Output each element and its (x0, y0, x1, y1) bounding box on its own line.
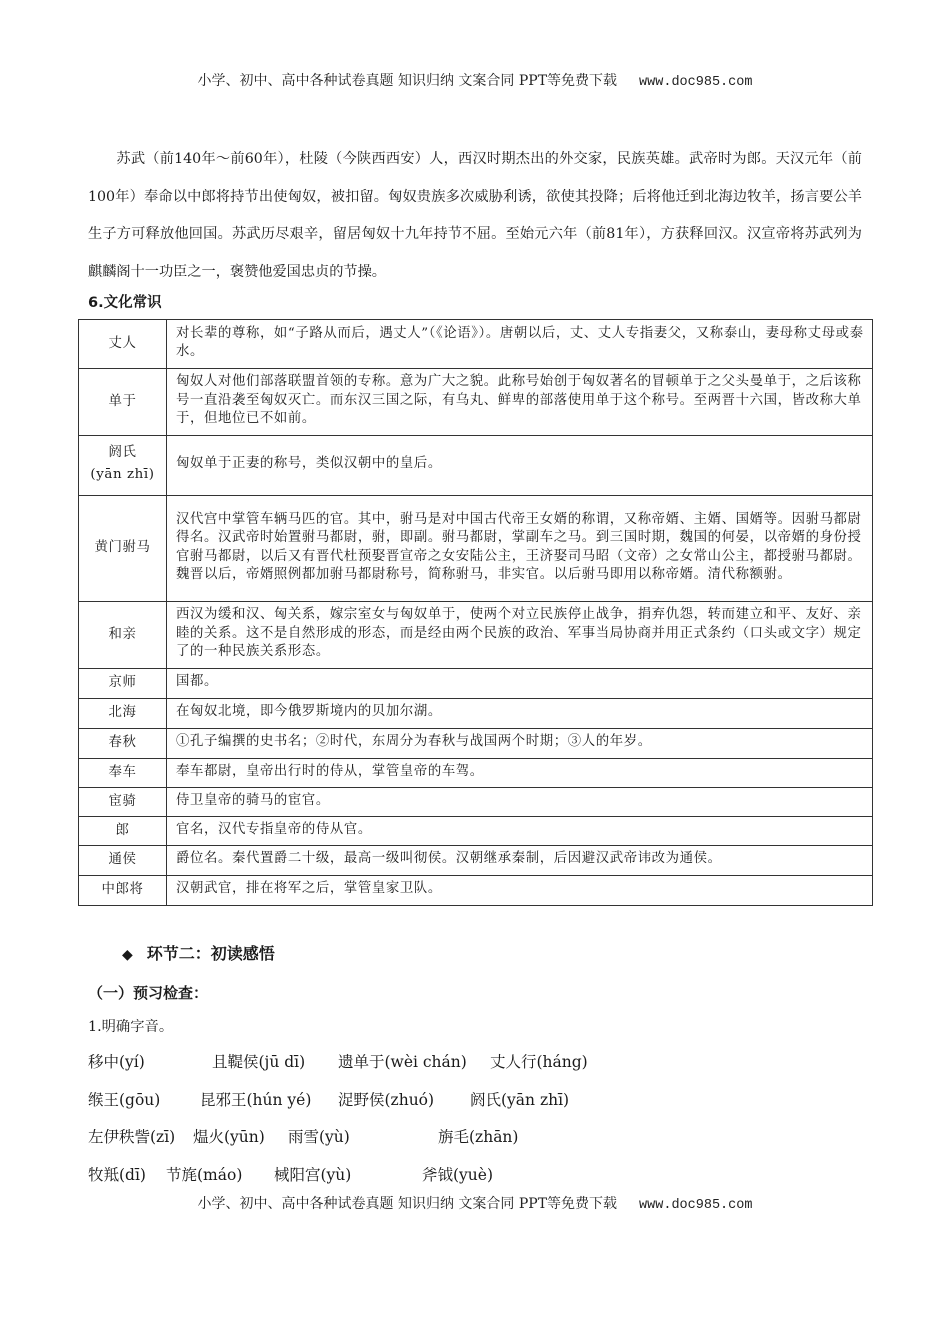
pronunciation-item: 斧钺(yuè) (422, 1166, 494, 1184)
definition-cell: 匈奴人对他们部落联盟首领的专称。意为广大之貌。此称号始创于匈奴著名的冒顿单于之父头曼单于，之后该称号一直沿袭至匈奴灭亡。而东汉三国之际，有乌丸、鲜卑的部落使用单于这个称号。至两晋十六国，皆改称大单于，但地位已不如前。 (167, 369, 873, 436)
pronunciation-item: 且鞮侯(jū dī) (212, 1053, 306, 1071)
definition-cell: 在匈奴北境，即今俄罗斯境内的贝加尔湖。 (167, 699, 873, 729)
term-cell: 春秋 (79, 729, 167, 759)
pronunciation-item: 丈人行(háng) (490, 1053, 588, 1071)
table-row (79, 788, 873, 817)
pronunciation-item: 遗单于(wèi chán) (338, 1053, 467, 1071)
pronunciation-row (0, 1163, 950, 1187)
definition-cell: 西汉为缓和汉、匈关系，嫁宗室女与匈奴单于，使两个对立民族停止战争，捐弃仇怨，转而建立和平、友好、亲睦的关系。这不是自然形成的形态，而是经由两个民族的政治、军事当局协商并用正式条约（口头或文字）规定了的一种民族关系形态。 (167, 602, 873, 669)
pronunciation-item: 缑王(gōu) (88, 1091, 161, 1109)
section-title-culture: 6.文化常识 (88, 295, 162, 311)
term-cell: 郎 (79, 817, 167, 846)
intro-paragraph (88, 141, 862, 291)
table-row (79, 699, 873, 729)
pronunciation-item: 浞野侯(zhuó) (338, 1091, 435, 1109)
header-url[interactable]: www.doc985.com (639, 75, 753, 90)
term-cell: 单于 (79, 369, 167, 436)
pronunciation-row (0, 1088, 950, 1112)
culture-table (78, 319, 873, 906)
term-cell: 北海 (79, 699, 167, 729)
definition-cell: ①孔子编撰的史书名；②时代，东周分为春秋与战国两个时期；③人的年岁。 (167, 729, 873, 759)
page-footer (0, 1193, 950, 1213)
table-row (79, 369, 873, 436)
term-cell: 宦骑 (79, 788, 167, 817)
page-header (0, 70, 950, 90)
definition-cell: 匈奴单于正妻的称号，类似汉朝中的皇后。 (167, 436, 873, 496)
definition-cell: 侍卫皇帝的骑马的宦官。 (167, 788, 873, 817)
term-cell: 中郎将 (79, 876, 167, 906)
term-cell: 和亲 (79, 602, 167, 669)
term-cell: 通侯 (79, 846, 167, 876)
pronunciation-item: 阏氏(yān zhī) (470, 1091, 570, 1109)
term-cell: 京师 (79, 669, 167, 699)
term-pinyin: (yān zhī) (90, 466, 155, 482)
term-text: 阏氏 (108, 445, 137, 461)
table-row (79, 320, 873, 369)
table-row (79, 817, 873, 846)
footer-url[interactable]: www.doc985.com (639, 1198, 753, 1213)
term-cell: 奉车 (79, 759, 167, 788)
definition-cell: 对长辈的尊称，如“子路从而后，遇丈人”（《论语》）。唐朝以后，丈、丈人专指妻父，又称泰山，妻母称丈母或泰水。 (167, 320, 873, 369)
definition-cell: 汉代宫中掌管车辆马匹的官。其中，驸马是对中国古代帝王女婿的称谓，又称帝婿、主婿、国婿等。因驸马都尉得名。汉武帝时始置驸马都尉，驸，即副。驸马都尉，掌副车之马。到三国时期，魏国的何晏，以帝婿的身份授官驸马都尉，以后又有晋代杜预娶晋宣帝之女安陆公主，王济娶司马昭（文帝）之女常山公主，都授驸马都尉。魏晋以后，帝婿照例都加驸马都尉称号，简称驸马，非实官。以后驸马即用以称帝婿。清代称额驸。 (167, 496, 873, 602)
pronunciation-item: 移中(yí) (88, 1053, 145, 1071)
definition-cell: 国都。 (167, 669, 873, 699)
table-row (79, 759, 873, 788)
table-row (79, 846, 873, 876)
term-cell (79, 436, 167, 496)
pronunciation-item: 旃毛(zhān) (438, 1128, 519, 1146)
pronunciation-item: 昆邪王(hún yé) (200, 1091, 312, 1109)
diamond-bullet-icon: ◆ (122, 947, 133, 963)
term-cell: 丈人 (79, 320, 167, 369)
pronunciation-item: 节旄(máo) (166, 1166, 243, 1184)
pronunciation-item: 煴火(yūn) (193, 1128, 265, 1146)
pronunciation-row (0, 1050, 950, 1074)
footer-text: 小学、初中、高中各种试卷真题 知识归纳 文案合同 PPT等免费下载 (197, 1196, 618, 1212)
pronunciation-item: 棫阳宫(yù) (274, 1166, 352, 1184)
term-cell: 黄门驸马 (79, 496, 167, 602)
table-row (79, 669, 873, 699)
definition-cell: 汉朝武官，排在将军之后，掌管皇家卫队。 (167, 876, 873, 906)
pronunciation-item: 牧羝(dī) (88, 1166, 146, 1184)
table-row (79, 876, 873, 906)
pronunciation-row (0, 1125, 950, 1149)
pronunciation-item: 左伊秩訾(zī) (88, 1128, 176, 1146)
section-title-reading (122, 941, 275, 964)
table-row (79, 729, 873, 759)
pronunciation-item: 雨雪(yù) (288, 1128, 350, 1146)
subsection-title: （一）预习检查： (88, 984, 209, 1002)
table-row (79, 602, 873, 669)
definition-cell: 官名，汉代专指皇帝的侍从官。 (167, 817, 873, 846)
definition-cell: 奉车都尉，皇帝出行时的侍从，掌管皇帝的车驾。 (167, 759, 873, 788)
header-text: 小学、初中、高中各种试卷真题 知识归纳 文案合同 PPT等免费下载 (197, 73, 618, 89)
table-row (79, 496, 873, 602)
definition-cell: 爵位名。秦代置爵二十级，最高一级叫彻侯。汉朝继承秦制，后因避汉武帝讳改为通侯。 (167, 846, 873, 876)
question-1: 1.明确字音。 (88, 1019, 174, 1035)
table-row (79, 436, 873, 496)
section-title-text: 环节二：初读感悟 (146, 944, 275, 963)
intro-text: 苏武（前140年～前60年），杜陵（今陕西西安）人，西汉时期杰出的外交家，民族英雄。武帝时为郎。天汉元年（前100年）奉命以中郎将持节出使匈奴，被扣留。匈奴贵族多次威胁利诱，欲使其投降；后将他迁到北海边牧羊，扬言要公羊生子方可释放他回国。苏武历尽艰辛，留居匈奴十九年持节不屈。至始元六年（前81年），方获释回汉。汉宣帝将苏武列为麒麟阁十一功臣之一，褒赞他爱国忠贞的节操。 (88, 151, 862, 280)
